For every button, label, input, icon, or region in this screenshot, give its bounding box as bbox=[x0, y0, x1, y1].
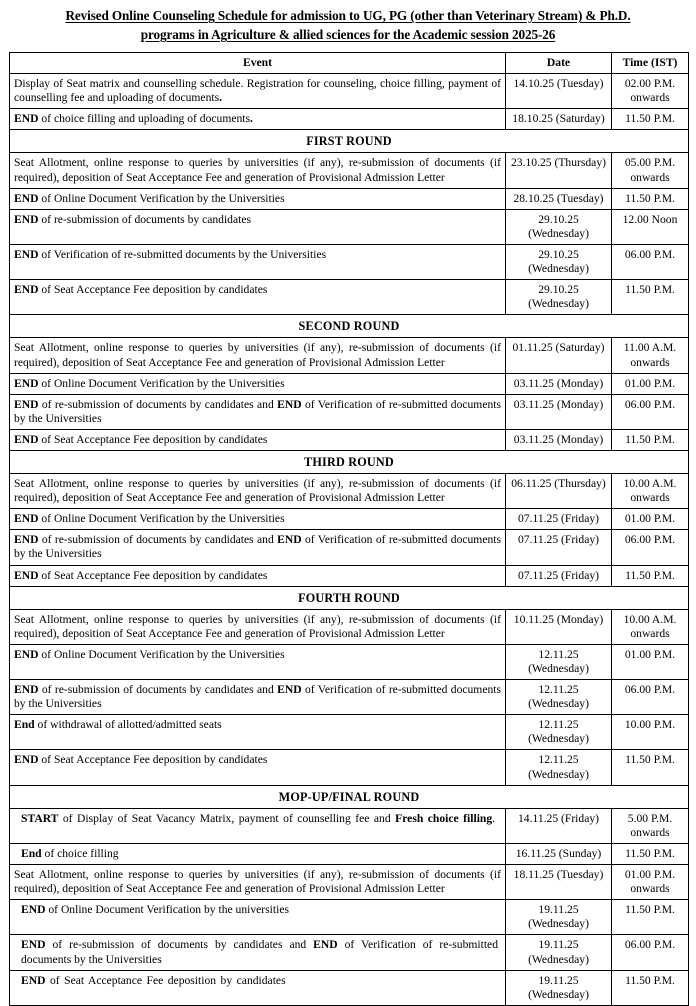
event-cell: Seat Allotment, online response to queries by universities (if any), re-submission of documents (if required), deposition of Seat Acceptance Fee and generation of Provisional Admission Letter bbox=[10, 609, 506, 644]
event-cell: END of Seat Acceptance Fee deposition by candidates bbox=[10, 429, 506, 450]
table-row bbox=[10, 644, 689, 679]
table-row bbox=[10, 935, 689, 970]
date-cell: 14.10.25 (Tuesday) bbox=[506, 74, 612, 109]
table-row bbox=[10, 970, 689, 1005]
column-header-event: Event bbox=[10, 53, 506, 74]
event-cell: END of re-submission of documents by candidates and END of Verification of re-submitted documents by the Universities bbox=[10, 935, 506, 970]
date-cell: 03.11.25 (Monday) bbox=[506, 429, 612, 450]
table-row bbox=[10, 680, 689, 715]
page-title-line-2: programs in Agriculture & allied sciences for the Academic session 2025-26 bbox=[140, 27, 556, 42]
time-cell: 01.00 P.M. bbox=[612, 509, 689, 530]
time-cell: 02.00 P.M. onwards bbox=[612, 74, 689, 109]
round-section-label: FOURTH ROUND bbox=[10, 586, 689, 609]
table-row bbox=[10, 188, 689, 209]
round-section-label: THIRD ROUND bbox=[10, 450, 689, 473]
date-cell: 12.11.25 (Wednesday) bbox=[506, 750, 612, 785]
table-row bbox=[10, 209, 689, 244]
date-cell: 07.11.25 (Friday) bbox=[506, 509, 612, 530]
time-cell: 11.50 P.M. bbox=[612, 188, 689, 209]
date-cell: 12.11.25 (Wednesday) bbox=[506, 715, 612, 750]
time-cell: 11.50 P.M. bbox=[612, 970, 689, 1005]
page-title-line-1: Revised Online Counseling Schedule for admission to UG, PG (other than Veterinary Stream) & Ph.D. bbox=[65, 8, 631, 23]
event-cell: END of re-submission of documents by candidates and END of Verification of re-submitted documents by the Universities bbox=[10, 530, 506, 565]
date-cell: 29.10.25 (Wednesday) bbox=[506, 244, 612, 279]
table-header bbox=[10, 53, 689, 74]
event-cell: END of Seat Acceptance Fee deposition by candidates bbox=[10, 750, 506, 785]
event-cell: END of Online Document Verification by the Universities bbox=[10, 509, 506, 530]
table-row bbox=[10, 900, 689, 935]
date-cell: 06.11.25 (Thursday) bbox=[506, 474, 612, 509]
event-cell: END of Seat Acceptance Fee deposition by candidates bbox=[10, 970, 506, 1005]
table-row bbox=[10, 509, 689, 530]
event-cell: END of Seat Acceptance Fee deposition by candidates bbox=[10, 280, 506, 315]
time-cell: 01.00 P.M. bbox=[612, 373, 689, 394]
date-cell: 19.11.25 (Wednesday) bbox=[506, 935, 612, 970]
date-cell: 18.11.25 (Tuesday) bbox=[506, 865, 612, 900]
date-cell: 29.10.25 (Wednesday) bbox=[506, 280, 612, 315]
time-cell: 01.00 P.M. onwards bbox=[612, 865, 689, 900]
table-row bbox=[10, 109, 689, 130]
event-cell: END of Online Document Verification by the Universities bbox=[10, 373, 506, 394]
date-cell: 16.11.25 (Sunday) bbox=[506, 843, 612, 864]
time-cell: 06.00 P.M. bbox=[612, 680, 689, 715]
date-cell: 07.11.25 (Friday) bbox=[506, 530, 612, 565]
table-row bbox=[10, 244, 689, 279]
date-cell: 10.11.25 (Monday) bbox=[506, 609, 612, 644]
table-row bbox=[10, 394, 689, 429]
event-cell: END of Verification of re-submitted documents by the Universities bbox=[10, 244, 506, 279]
time-cell: 11.50 P.M. bbox=[612, 900, 689, 935]
event-cell: Seat Allotment, online response to queries by universities (if any), re-submission of documents (if required), deposition of Seat Acceptance Fee and generation of Provisional Admission Letter bbox=[10, 153, 506, 188]
time-cell: 10.00 P.M. bbox=[612, 715, 689, 750]
round-section-label: FIRST ROUND bbox=[10, 130, 689, 153]
table-row bbox=[10, 474, 689, 509]
event-cell: END of re-submission of documents by candidates bbox=[10, 209, 506, 244]
date-cell: 28.10.25 (Tuesday) bbox=[506, 188, 612, 209]
round-section-header-row bbox=[10, 785, 689, 808]
column-header-date: Date bbox=[506, 53, 612, 74]
date-cell: 07.11.25 (Friday) bbox=[506, 565, 612, 586]
time-cell: 11.50 P.M. bbox=[612, 750, 689, 785]
time-cell: 11.50 P.M. bbox=[612, 565, 689, 586]
event-cell: Seat Allotment, online response to queries by universities (if any), re-submission of documents (if required), deposition of Seat Acceptance Fee and generation of Provisional Admission Letter bbox=[10, 338, 506, 373]
page-title bbox=[0, 0, 696, 44]
time-cell: 06.00 P.M. bbox=[612, 244, 689, 279]
event-cell: END of re-submission of documents by candidates and END of Verification of re-submitted documents by the Universities bbox=[10, 394, 506, 429]
time-cell: 10.00 A.M. onwards bbox=[612, 609, 689, 644]
date-cell: 29.10.25 (Wednesday) bbox=[506, 209, 612, 244]
event-cell: END of Online Document Verification by the Universities bbox=[10, 188, 506, 209]
time-cell: 11.50 P.M. bbox=[612, 109, 689, 130]
table-row bbox=[10, 429, 689, 450]
table-row bbox=[10, 280, 689, 315]
time-cell: 10.00 A.M. onwards bbox=[612, 474, 689, 509]
time-cell: 11.50 P.M. bbox=[612, 280, 689, 315]
date-cell: 19.11.25 (Wednesday) bbox=[506, 970, 612, 1005]
date-cell: 23.10.25 (Thursday) bbox=[506, 153, 612, 188]
round-section-label: MOP-UP/FINAL ROUND bbox=[10, 785, 689, 808]
event-cell: START of Display of Seat Vacancy Matrix, payment of counselling fee and Fresh choice filling. bbox=[10, 808, 506, 843]
table-row bbox=[10, 338, 689, 373]
table-row bbox=[10, 715, 689, 750]
event-cell: END of re-submission of documents by candidates and END of Verification of re-submitted documents by the Universities bbox=[10, 680, 506, 715]
event-cell: END of choice filling and uploading of documents. bbox=[10, 109, 506, 130]
time-cell: 12.00 Noon bbox=[612, 209, 689, 244]
table-header-row bbox=[10, 53, 689, 74]
time-cell: 06.00 P.M. bbox=[612, 530, 689, 565]
time-cell: 06.00 P.M. bbox=[612, 935, 689, 970]
round-section-header-row bbox=[10, 450, 689, 473]
table-row bbox=[10, 153, 689, 188]
date-cell: 18.10.25 (Saturday) bbox=[506, 109, 612, 130]
round-section-header-row bbox=[10, 315, 689, 338]
table-body bbox=[10, 74, 689, 1006]
counseling-schedule-table bbox=[9, 52, 689, 1006]
date-cell: 03.11.25 (Monday) bbox=[506, 373, 612, 394]
date-cell: 01.11.25 (Saturday) bbox=[506, 338, 612, 373]
table-row bbox=[10, 565, 689, 586]
round-section-label: SECOND ROUND bbox=[10, 315, 689, 338]
round-section-header-row bbox=[10, 586, 689, 609]
table-row bbox=[10, 530, 689, 565]
table-row bbox=[10, 609, 689, 644]
time-cell: 01.00 P.M. bbox=[612, 644, 689, 679]
date-cell: 14.11.25 (Friday) bbox=[506, 808, 612, 843]
event-cell: End of withdrawal of allotted/admitted seats bbox=[10, 715, 506, 750]
time-cell: 11.50 P.M. bbox=[612, 429, 689, 450]
time-cell: 5.00 P.M. onwards bbox=[612, 808, 689, 843]
time-cell: 06.00 P.M. bbox=[612, 394, 689, 429]
table-row bbox=[10, 865, 689, 900]
table-row bbox=[10, 750, 689, 785]
time-cell: 11.00 A.M. onwards bbox=[612, 338, 689, 373]
table-row bbox=[10, 808, 689, 843]
table-row bbox=[10, 74, 689, 109]
table-row bbox=[10, 843, 689, 864]
schedule-table-container bbox=[9, 52, 688, 1006]
date-cell: 12.11.25 (Wednesday) bbox=[506, 680, 612, 715]
event-cell: END of Online Document Verification by the universities bbox=[10, 900, 506, 935]
round-section-header-row bbox=[10, 130, 689, 153]
event-cell: END of Seat Acceptance Fee deposition by candidates bbox=[10, 565, 506, 586]
date-cell: 19.11.25 (Wednesday) bbox=[506, 900, 612, 935]
time-cell: 11.50 P.M. bbox=[612, 843, 689, 864]
event-cell: Seat Allotment, online response to queries by universities (if any), re-submission of documents (if required), deposition of Seat Acceptance Fee and generation of Provisional Admission Letter bbox=[10, 865, 506, 900]
event-cell: END of Online Document Verification by the Universities bbox=[10, 644, 506, 679]
event-cell: Seat Allotment, online response to queries by universities (if any), re-submission of documents (if required), deposition of Seat Acceptance Fee and generation of Provisional Admission Letter bbox=[10, 474, 506, 509]
column-header-time: Time (IST) bbox=[612, 53, 689, 74]
time-cell: 05.00 P.M. onwards bbox=[612, 153, 689, 188]
table-row bbox=[10, 373, 689, 394]
event-cell: Display of Seat matrix and counselling schedule. Registration for counseling, choice filling, payment of counselling fee and uploading of documents. bbox=[10, 74, 506, 109]
date-cell: 12.11.25 (Wednesday) bbox=[506, 644, 612, 679]
date-cell: 03.11.25 (Monday) bbox=[506, 394, 612, 429]
event-cell: End of choice filling bbox=[10, 843, 506, 864]
